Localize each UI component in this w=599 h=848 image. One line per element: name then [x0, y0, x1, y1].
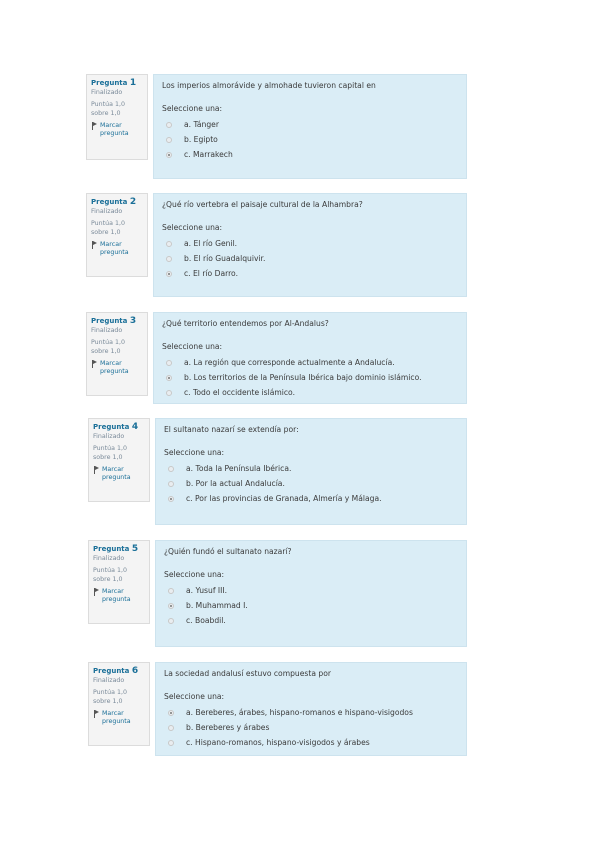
option-label: a. La región que corresponde actualmente a Andalucía.	[184, 358, 395, 367]
flag-question-link[interactable]	[93, 466, 146, 482]
question-number: Pregunta 4	[93, 422, 139, 432]
option-label: a. Bereberes, árabes, hispano-romanos e hispano-visigodos	[186, 708, 413, 717]
flag-question-link[interactable]	[93, 588, 146, 604]
radio-button-selected[interactable]	[168, 710, 174, 716]
question-number: Pregunta 3	[91, 316, 137, 326]
question-content	[155, 662, 467, 756]
answer-option-b[interactable]	[162, 132, 458, 147]
question-content	[153, 193, 467, 297]
question-info	[88, 662, 150, 746]
question-grade: Puntúa 1,0 sobre 1,0	[91, 101, 126, 117]
radio-button[interactable]	[168, 588, 174, 594]
answer-option-a[interactable]	[164, 583, 458, 598]
question-content	[155, 540, 467, 647]
option-label: a. El río Genil.	[184, 239, 238, 248]
question-state: Finalizado	[91, 208, 123, 216]
radio-button[interactable]	[168, 740, 174, 746]
question-grade: Puntúa 1,0 sobre 1,0	[93, 445, 128, 461]
option-label: a. Tánger	[184, 120, 219, 129]
radio-button[interactable]	[166, 360, 172, 366]
question-text: Los imperios almorávide y almohade tuvieron capital en	[162, 81, 376, 90]
option-label: b. Por la actual Andalucía.	[186, 479, 285, 488]
answer-option-b[interactable]	[162, 370, 458, 385]
option-label: b. Muhammad I.	[186, 601, 248, 610]
answer-option-b[interactable]	[162, 251, 458, 266]
option-label: c. Boabdil.	[186, 616, 226, 625]
flag-icon	[91, 360, 98, 368]
answer-prompt: Seleccione una:	[162, 342, 223, 351]
flag-question-link[interactable]	[91, 122, 144, 138]
question-state: Finalizado	[91, 327, 123, 335]
question-number: Pregunta 5	[93, 544, 139, 554]
flag-question-link[interactable]	[91, 360, 144, 376]
question-info	[88, 418, 150, 502]
question-info	[86, 193, 148, 277]
flag-label: Marcar pregunta	[100, 359, 129, 376]
option-label: c. Marrakech	[184, 150, 233, 159]
answer-prompt: Seleccione una:	[164, 692, 225, 701]
answer-option-c[interactable]	[162, 385, 458, 400]
flag-icon	[93, 466, 100, 474]
flag-icon	[91, 122, 98, 130]
answer-option-c[interactable]	[164, 491, 458, 506]
answer-prompt: Seleccione una:	[164, 448, 225, 457]
flag-question-link[interactable]	[91, 241, 144, 257]
option-label: b. El río Guadalquivir.	[184, 254, 266, 263]
radio-button-selected[interactable]	[168, 603, 174, 609]
option-label: a. Toda la Península Ibérica.	[186, 464, 292, 473]
answer-option-a[interactable]	[164, 705, 458, 720]
flag-label: Marcar pregunta	[102, 709, 131, 726]
radio-button-selected[interactable]	[166, 152, 172, 158]
answer-option-b[interactable]	[164, 476, 458, 491]
answer-option-b[interactable]	[164, 720, 458, 735]
question-state: Finalizado	[91, 89, 123, 97]
question-grade: Puntúa 1,0 sobre 1,0	[93, 689, 128, 705]
answer-option-a[interactable]	[162, 355, 458, 370]
question-grade: Puntúa 1,0 sobre 1,0	[91, 220, 126, 236]
answer-option-c[interactable]	[162, 147, 458, 162]
answer-option-a[interactable]	[162, 117, 458, 132]
question-text: ¿Qué territorio entendemos por Al-Andalus?	[162, 319, 329, 328]
radio-button[interactable]	[168, 481, 174, 487]
answer-option-c[interactable]	[164, 613, 458, 628]
option-label: c. Por las provincias de Granada, Almería y Málaga.	[186, 494, 382, 503]
answer-prompt: Seleccione una:	[162, 223, 223, 232]
question-number: Pregunta 6	[93, 666, 139, 676]
flag-icon	[93, 588, 100, 596]
question-grade: Puntúa 1,0 sobre 1,0	[91, 339, 126, 355]
flag-question-link[interactable]	[93, 710, 146, 726]
radio-button-selected[interactable]	[166, 375, 172, 381]
answer-option-b[interactable]	[164, 598, 458, 613]
question-text: ¿Quién fundó el sultanato nazarí?	[164, 547, 292, 556]
option-label: b. Egipto	[184, 135, 218, 144]
question-content	[155, 418, 467, 525]
radio-button[interactable]	[168, 466, 174, 472]
radio-button[interactable]	[166, 122, 172, 128]
answer-option-a[interactable]	[164, 461, 458, 476]
question-content	[153, 312, 467, 404]
answer-option-c[interactable]	[162, 266, 458, 281]
radio-button[interactable]	[168, 618, 174, 624]
question-state: Finalizado	[93, 555, 125, 563]
option-label: a. Yusuf III.	[186, 586, 228, 595]
radio-button-selected[interactable]	[166, 271, 172, 277]
question-info	[86, 312, 148, 396]
answer-option-c[interactable]	[164, 735, 458, 750]
answer-option-a[interactable]	[162, 236, 458, 251]
flag-label: Marcar pregunta	[100, 121, 129, 138]
question-number: Pregunta 2	[91, 197, 137, 207]
option-label: c. Todo el occidente islámico.	[184, 388, 295, 397]
answer-prompt: Seleccione una:	[162, 104, 223, 113]
question-info	[88, 540, 150, 624]
radio-button[interactable]	[166, 256, 172, 262]
option-label: c. El río Darro.	[184, 269, 238, 278]
question-number: Pregunta 1	[91, 78, 137, 88]
radio-button[interactable]	[166, 390, 172, 396]
radio-button[interactable]	[168, 725, 174, 731]
answer-prompt: Seleccione una:	[164, 570, 225, 579]
option-label: c. Hispano-romanos, hispano-visigodos y árabes	[186, 738, 370, 747]
radio-button[interactable]	[166, 137, 172, 143]
question-info	[86, 74, 148, 160]
question-text: La sociedad andalusí estuvo compuesta por	[164, 669, 331, 678]
radio-button-selected[interactable]	[168, 496, 174, 502]
question-content	[153, 74, 467, 179]
question-text: ¿Qué río vertebra el paisaje cultural de la Alhambra?	[162, 200, 363, 209]
flag-icon	[93, 710, 100, 718]
flag-icon	[91, 241, 98, 249]
option-label: b. Los territorios de la Península Ibérica bajo dominio islámico.	[184, 373, 422, 382]
question-grade: Puntúa 1,0 sobre 1,0	[93, 567, 128, 583]
flag-label: Marcar pregunta	[100, 240, 129, 257]
flag-label: Marcar pregunta	[102, 465, 131, 482]
question-text: El sultanato nazarí se extendía por:	[164, 425, 299, 434]
flag-label: Marcar pregunta	[102, 587, 131, 604]
question-state: Finalizado	[93, 677, 125, 685]
radio-button[interactable]	[166, 241, 172, 247]
option-label: b. Bereberes y árabes	[186, 723, 270, 732]
question-state: Finalizado	[93, 433, 125, 441]
